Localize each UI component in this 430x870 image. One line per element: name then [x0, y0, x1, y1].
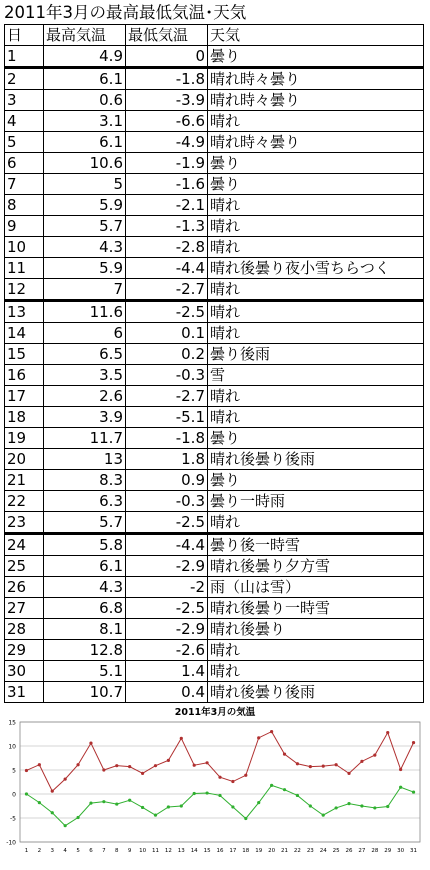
high-temp-point — [412, 741, 415, 744]
x-tick-label: 12 — [164, 848, 172, 854]
table-row — [5, 90, 424, 111]
high-temp-cell: 4.9 — [44, 46, 126, 68]
high-temp-point — [335, 763, 338, 766]
low-temp-cell: -2.1 — [126, 195, 208, 216]
weather-cell: 晴れ後曇り夜小雪ちらつく — [208, 258, 424, 279]
weather-cell: 曇り — [208, 46, 424, 68]
table-row — [5, 407, 424, 428]
low-temp-cell: 0.1 — [126, 323, 208, 344]
day-cell: 14 — [5, 323, 44, 344]
temperature-chart — [0, 700, 430, 870]
day-cell: 22 — [5, 491, 44, 512]
table-row — [5, 365, 424, 386]
low-temp-cell: 1.8 — [126, 449, 208, 470]
low-temp-cell: -2 — [126, 577, 208, 598]
low-temp-point — [141, 806, 144, 809]
y-tick-label: 0 — [12, 791, 16, 799]
high-temp-cell: 6.1 — [44, 68, 126, 90]
x-tick-label: 18 — [242, 848, 250, 854]
high-temp-cell: 3.9 — [44, 407, 126, 428]
high-temp-line — [26, 732, 413, 792]
low-temp-cell: -4.4 — [126, 258, 208, 279]
x-tick-label: 19 — [255, 848, 263, 854]
high-temp-cell: 12.8 — [44, 640, 126, 661]
high-temp-cell: 5.7 — [44, 216, 126, 237]
high-temp-point — [38, 763, 41, 766]
day-cell: 15 — [5, 344, 44, 365]
high-temp-cell: 3.1 — [44, 111, 126, 132]
weather-cell: 晴れ — [208, 323, 424, 344]
high-temp-cell: 6 — [44, 323, 126, 344]
x-tick-label: 22 — [293, 848, 301, 854]
x-tick-label: 14 — [190, 848, 198, 854]
day-cell: 2 — [5, 68, 44, 90]
x-tick-label: 25 — [332, 848, 340, 854]
low-temp-point — [257, 801, 260, 804]
low-temp-cell: -2.8 — [126, 237, 208, 258]
x-tick-label: 15 — [203, 848, 211, 854]
x-tick-label: 2 — [37, 848, 42, 854]
weather-cell: 晴れ時々曇り — [208, 68, 424, 90]
x-tick-label: 10 — [139, 848, 147, 854]
table-row — [5, 153, 424, 174]
table-row — [5, 132, 424, 153]
x-tick-label: 31 — [410, 848, 418, 854]
low-temp-point — [218, 794, 221, 797]
y-tick-label: -10 — [6, 839, 16, 847]
high-temp-point — [309, 765, 312, 768]
table-row — [5, 598, 424, 619]
weather-cell: 晴れ — [208, 216, 424, 237]
low-temp-cell: -4.4 — [126, 534, 208, 556]
weather-cell: 晴れ時々曇り — [208, 132, 424, 153]
high-temp-cell: 0.6 — [44, 90, 126, 111]
low-temp-point — [373, 806, 376, 809]
table-row — [5, 449, 424, 470]
low-temp-point — [167, 805, 170, 808]
high-temp-point — [244, 774, 247, 777]
x-tick-label: 17 — [229, 848, 237, 854]
table-row — [5, 279, 424, 301]
low-temp-point — [360, 804, 363, 807]
low-temp-cell: -2.7 — [126, 386, 208, 407]
high-temp-cell: 8.3 — [44, 470, 126, 491]
high-temp-cell: 5.9 — [44, 258, 126, 279]
low-temp-cell: -1.8 — [126, 428, 208, 449]
low-temp-point — [386, 805, 389, 808]
low-temp-point — [270, 784, 273, 787]
low-temp-cell: -1.6 — [126, 174, 208, 195]
table-row — [5, 111, 424, 132]
x-tick-label: 20 — [268, 848, 276, 854]
high-temp-point — [386, 731, 389, 734]
high-temp-point — [25, 769, 28, 772]
high-temp-cell: 5 — [44, 174, 126, 195]
day-cell: 29 — [5, 640, 44, 661]
high-temp-point — [218, 776, 221, 779]
low-temp-point — [309, 804, 312, 807]
low-temp-cell: 0.2 — [126, 344, 208, 365]
x-tick-label: 6 — [89, 848, 93, 854]
y-tick-label: 5 — [12, 767, 16, 775]
low-temp-point — [102, 800, 105, 803]
plot-area — [20, 722, 420, 842]
low-temp-point — [335, 806, 338, 809]
high-temp-point — [257, 736, 260, 739]
low-temp-cell: -2.7 — [126, 279, 208, 301]
day-cell: 3 — [5, 90, 44, 111]
low-temp-point — [38, 801, 41, 804]
low-temp-cell: -5.1 — [126, 407, 208, 428]
low-temp-point — [128, 799, 131, 802]
high-temp-cell: 6.5 — [44, 344, 126, 365]
x-tick-label: 16 — [216, 848, 224, 854]
low-temp-cell: -3.9 — [126, 90, 208, 111]
table-row — [5, 216, 424, 237]
weather-cell: 晴れ — [208, 386, 424, 407]
low-temp-point — [76, 816, 79, 819]
low-temp-cell: 0.4 — [126, 682, 208, 703]
x-tick-label: 24 — [319, 848, 327, 854]
x-tick-label: 29 — [384, 848, 392, 854]
x-tick-label: 7 — [102, 848, 106, 854]
table-header-row — [5, 25, 424, 46]
high-temp-cell: 6.3 — [44, 491, 126, 512]
table-row — [5, 195, 424, 216]
day-cell: 23 — [5, 512, 44, 534]
y-tick-label: 15 — [8, 719, 16, 727]
header-weather: 天気 — [208, 25, 424, 46]
day-cell: 11 — [5, 258, 44, 279]
high-temp-point — [296, 762, 299, 765]
x-tick-label: 5 — [76, 848, 80, 854]
low-temp-point — [347, 802, 350, 805]
high-temp-point — [193, 764, 196, 767]
day-cell: 30 — [5, 661, 44, 682]
low-temp-point — [231, 805, 234, 808]
table-row — [5, 428, 424, 449]
low-temp-point — [25, 792, 28, 795]
weather-cell: 雪 — [208, 365, 424, 386]
table-row — [5, 323, 424, 344]
header-low: 最低気温 — [126, 25, 208, 46]
high-temp-cell: 5.9 — [44, 195, 126, 216]
weather-cell: 晴れ — [208, 512, 424, 534]
high-temp-cell: 8.1 — [44, 619, 126, 640]
low-temp-line — [26, 785, 413, 825]
weather-cell: 晴れ後曇り後雨 — [208, 682, 424, 703]
high-temp-point — [373, 754, 376, 757]
high-temp-cell: 2.6 — [44, 386, 126, 407]
x-tick-label: 28 — [371, 848, 379, 854]
day-cell: 6 — [5, 153, 44, 174]
low-temp-cell: 0.9 — [126, 470, 208, 491]
day-cell: 13 — [5, 301, 44, 323]
high-temp-point — [180, 737, 183, 740]
x-tick-label: 8 — [115, 848, 119, 854]
low-temp-cell: 0 — [126, 46, 208, 68]
day-cell: 24 — [5, 534, 44, 556]
table-row — [5, 68, 424, 90]
high-temp-cell: 6.8 — [44, 598, 126, 619]
x-tick-label: 4 — [63, 848, 67, 854]
low-temp-cell: -2.9 — [126, 619, 208, 640]
weather-cell: 晴れ — [208, 195, 424, 216]
high-temp-cell: 11.7 — [44, 428, 126, 449]
day-cell: 16 — [5, 365, 44, 386]
low-temp-point — [51, 811, 54, 814]
high-temp-point — [231, 780, 234, 783]
day-cell: 10 — [5, 237, 44, 258]
header-high: 最高気温 — [44, 25, 126, 46]
day-cell: 21 — [5, 470, 44, 491]
high-temp-point — [399, 768, 402, 771]
high-temp-point — [154, 764, 157, 767]
day-cell: 5 — [5, 132, 44, 153]
day-cell: 26 — [5, 577, 44, 598]
weather-cell: 晴れ時々曇り — [208, 90, 424, 111]
table-row — [5, 386, 424, 407]
weather-cell: 晴れ後曇り一時雪 — [208, 598, 424, 619]
weather-cell: 晴れ — [208, 301, 424, 323]
low-temp-cell: -2.5 — [126, 301, 208, 323]
high-temp-point — [347, 772, 350, 775]
high-temp-cell: 10.7 — [44, 682, 126, 703]
table-row — [5, 512, 424, 534]
day-cell: 17 — [5, 386, 44, 407]
chart-title: 2011年3月の気温 — [174, 707, 256, 718]
x-tick-label: 30 — [397, 848, 405, 854]
table-row — [5, 534, 424, 556]
day-cell: 7 — [5, 174, 44, 195]
high-temp-point — [205, 761, 208, 764]
high-temp-cell: 5.7 — [44, 512, 126, 534]
low-temp-cell: -1.9 — [126, 153, 208, 174]
high-temp-cell: 13 — [44, 449, 126, 470]
high-temp-cell: 5.8 — [44, 534, 126, 556]
weather-cell: 曇り — [208, 153, 424, 174]
page-title: 2011年3月の最高最低気温･天気 — [4, 3, 247, 22]
day-cell: 31 — [5, 682, 44, 703]
day-cell: 20 — [5, 449, 44, 470]
day-cell: 19 — [5, 428, 44, 449]
day-cell: 4 — [5, 111, 44, 132]
weather-cell: 晴れ — [208, 111, 424, 132]
high-temp-point — [322, 765, 325, 768]
day-cell: 25 — [5, 556, 44, 577]
weather-cell: 晴れ — [208, 640, 424, 661]
table-row — [5, 237, 424, 258]
low-temp-cell: -0.3 — [126, 365, 208, 386]
table-row — [5, 661, 424, 682]
high-temp-cell: 7 — [44, 279, 126, 301]
weather-cell: 晴れ後曇り — [208, 619, 424, 640]
day-cell: 8 — [5, 195, 44, 216]
low-temp-cell: -1.8 — [126, 68, 208, 90]
weather-cell: 晴れ — [208, 237, 424, 258]
low-temp-point — [322, 814, 325, 817]
x-tick-label: 23 — [306, 848, 314, 854]
x-tick-label: 26 — [345, 848, 353, 854]
low-temp-cell: -1.3 — [126, 216, 208, 237]
x-tick-label: 3 — [50, 848, 55, 854]
table-row — [5, 470, 424, 491]
high-temp-point — [102, 768, 105, 771]
table-row — [5, 46, 424, 68]
high-temp-cell: 4.3 — [44, 577, 126, 598]
x-tick-label: 13 — [177, 848, 185, 854]
high-temp-point — [360, 760, 363, 763]
weather-cell: 曇り — [208, 428, 424, 449]
high-temp-point — [89, 742, 92, 745]
low-temp-cell: -6.6 — [126, 111, 208, 132]
y-tick-label: -5 — [10, 815, 16, 823]
high-temp-cell: 10.6 — [44, 153, 126, 174]
weather-cell: 晴れ — [208, 279, 424, 301]
weather-cell: 曇り一時雨 — [208, 491, 424, 512]
x-tick-label: 9 — [127, 848, 132, 854]
high-temp-point — [76, 763, 79, 766]
day-cell: 9 — [5, 216, 44, 237]
weather-table — [4, 24, 424, 703]
high-temp-point — [128, 765, 131, 768]
day-cell: 1 — [5, 46, 44, 68]
weather-cell: 曇り — [208, 174, 424, 195]
weather-cell: 雨（山は雪） — [208, 577, 424, 598]
high-temp-point — [115, 764, 118, 767]
header-day: 日 — [5, 25, 44, 46]
day-cell: 12 — [5, 279, 44, 301]
low-temp-point — [399, 786, 402, 789]
x-tick-label: 21 — [281, 848, 289, 854]
table-row — [5, 619, 424, 640]
low-temp-point — [412, 790, 415, 793]
weather-cell: 曇り後雨 — [208, 344, 424, 365]
weather-cell: 晴れ — [208, 407, 424, 428]
day-cell: 27 — [5, 598, 44, 619]
table-row — [5, 174, 424, 195]
high-temp-point — [64, 778, 67, 781]
low-temp-point — [154, 814, 157, 817]
low-temp-cell: -2.5 — [126, 598, 208, 619]
table-row — [5, 301, 424, 323]
high-temp-point — [141, 772, 144, 775]
x-tick-label: 11 — [151, 848, 159, 854]
low-temp-point — [193, 792, 196, 795]
high-temp-point — [167, 759, 170, 762]
table-row — [5, 640, 424, 661]
low-temp-cell: 1.4 — [126, 661, 208, 682]
day-cell: 28 — [5, 619, 44, 640]
low-temp-point — [244, 817, 247, 820]
low-temp-point — [205, 791, 208, 794]
high-temp-cell: 6.1 — [44, 132, 126, 153]
table-row — [5, 556, 424, 577]
low-temp-point — [89, 802, 92, 805]
low-temp-point — [180, 804, 183, 807]
high-temp-point — [270, 730, 273, 733]
table-row — [5, 577, 424, 598]
high-temp-point — [51, 790, 54, 793]
high-temp-cell: 3.5 — [44, 365, 126, 386]
low-temp-point — [296, 794, 299, 797]
low-temp-cell: -2.5 — [126, 512, 208, 534]
x-tick-label: 1 — [24, 848, 29, 854]
weather-cell: 晴れ後曇り夕方雪 — [208, 556, 424, 577]
table-row — [5, 344, 424, 365]
high-temp-cell: 6.1 — [44, 556, 126, 577]
low-temp-cell: -4.9 — [126, 132, 208, 153]
weather-cell: 晴れ — [208, 661, 424, 682]
y-tick-label: 10 — [8, 743, 16, 751]
weather-cell: 曇り — [208, 470, 424, 491]
low-temp-cell: -0.3 — [126, 491, 208, 512]
day-cell: 18 — [5, 407, 44, 428]
low-temp-point — [115, 802, 118, 805]
table-row — [5, 491, 424, 512]
high-temp-cell: 4.3 — [44, 237, 126, 258]
weather-cell: 曇り後一時雪 — [208, 534, 424, 556]
low-temp-cell: -2.6 — [126, 640, 208, 661]
high-temp-cell: 5.1 — [44, 661, 126, 682]
table-row — [5, 258, 424, 279]
low-temp-point — [283, 788, 286, 791]
low-temp-point — [64, 824, 67, 827]
low-temp-cell: -2.9 — [126, 556, 208, 577]
high-temp-cell: 11.6 — [44, 301, 126, 323]
weather-cell: 晴れ後曇り後雨 — [208, 449, 424, 470]
high-temp-point — [283, 753, 286, 756]
x-tick-label: 27 — [358, 848, 366, 854]
